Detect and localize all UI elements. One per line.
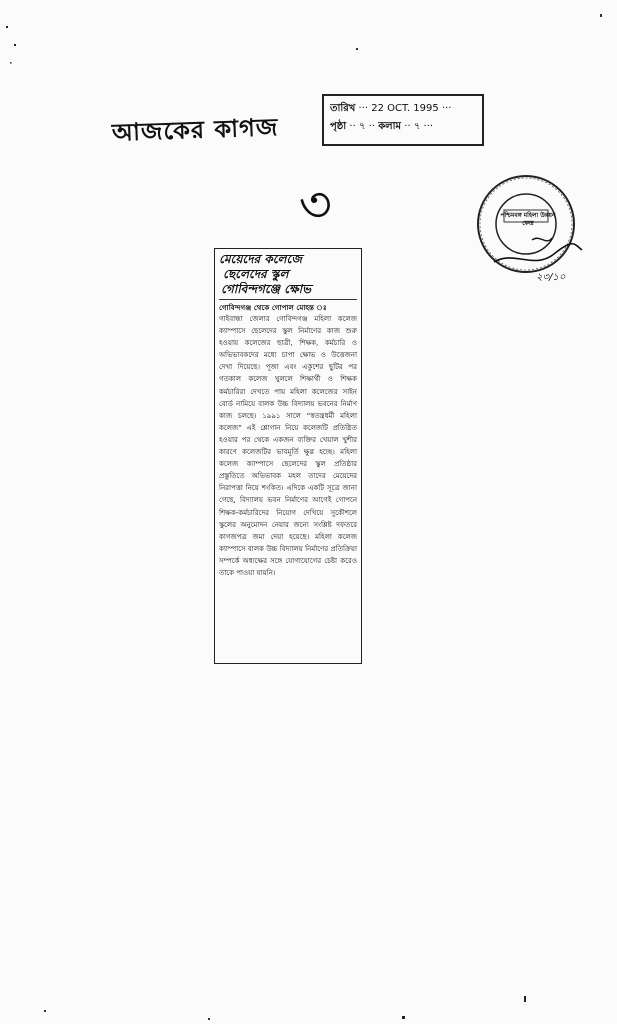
column-label: কলাম <box>378 121 402 132</box>
headline-line: মেয়েদের কলেজে <box>219 252 303 266</box>
column-value: ৭ <box>413 121 421 132</box>
clipping-stamp-box <box>322 94 484 146</box>
seal-signature-date: ২৩/১০ <box>536 272 566 283</box>
article-headline <box>219 252 357 300</box>
headline-line: গোবিন্দগঞ্জে ক্ষোভ <box>221 282 312 296</box>
newspaper-clipping <box>214 248 362 664</box>
article-body: গাইবান্ধা জেলার গোবিন্দগঞ্জ মহিলা কলেজ ক্যাম্পাসে ছেলেদের স্কুল নির্মাণের কাজ শুরু হওয়ায় কলেজের ছাত্রী, শিক্ষক, কর্মচারি ও অভিভাবকদের মধ্যে চাপা ক্ষোভ ও উত্তেজনা দেখা দিয়েছে। পূজা এবং একুশের ছুটির পর গতকাল কলেজ খুললে শিক্ষার্থী ও শিক্ষক কর্মচারিরা দেখতে পায় মহিলা কলেজের সাইন বোর্ড নামিয়ে বালক উচ্চ বিদ্যালয় ভবনের নির্মাণ কাজ চলছে। ১৯৯১ সালে “স্বতন্ত্রধর্মী মহিলা কলেজ” এই শ্লোগান নিয়ে কলেজটি প্রতিষ্ঠিত হওয়ার পর থেকে একজন ব্যক্তির খেয়াল খুশীর কারণে কলেজটির ভাবমূর্তি ক্ষুণ্ণ হচ্ছে। মহিলা কলেজ ক্যাম্পাসে ছেলেদের স্কুল প্রতিষ্ঠার প্রস্তুতিতে অভিভাবক মহল তাদের মেয়েদের নিরাপত্তা নিয়ে শংকিত। এদিকে একটি সূত্রে জানা গেছে, বিদ্যালয় ভবন নির্মাণের আগেই গোপনে শিক্ষক-কর্মচারিদের নিয়োগ দেখিয়ে সুকৌশলে স্কুলের অনুমোদন নেয়ার জন্যে সংশ্লিষ্ট দফতরে কাগজপত্র জমা দেয়া হয়েছে। মহিলা কলেজ ক্যাম্পাসে বালক উচ্চ বিদ্যালয় নির্মাণের প্রতিক্রিয়া সম্পর্কে অধ্যক্ষের সঙ্গে যোগাযোগের চেষ্টা করেও তাকে পাওয়া যায়নি। <box>219 315 357 577</box>
date-row: তারিখ ··· 22 OCT. 1995 ··· <box>330 103 452 114</box>
date-value: 22 OCT. 1995 <box>371 103 439 114</box>
page-column-row: পৃষ্ঠা ·· ৭ ·· কলাম ·· ৭ ··· <box>330 121 434 132</box>
page-value: ৭ <box>358 121 366 132</box>
handwritten-number: ৩ <box>295 174 336 237</box>
article-byline: গোবিন্দগঞ্জ থেকে গোপাল মোহন্ত ঃ <box>219 303 327 312</box>
date-label: তারিখ <box>330 103 356 114</box>
headline-line: ছেলেদের স্কুল <box>223 267 289 281</box>
newspaper-masthead: আজকের কাগজ <box>111 113 279 147</box>
page-label: পৃষ্ঠা <box>330 121 347 132</box>
seal-text: পশ্চিমবঙ্গ মহিলা উন্নয়ন কেন্দ্র <box>500 212 556 227</box>
